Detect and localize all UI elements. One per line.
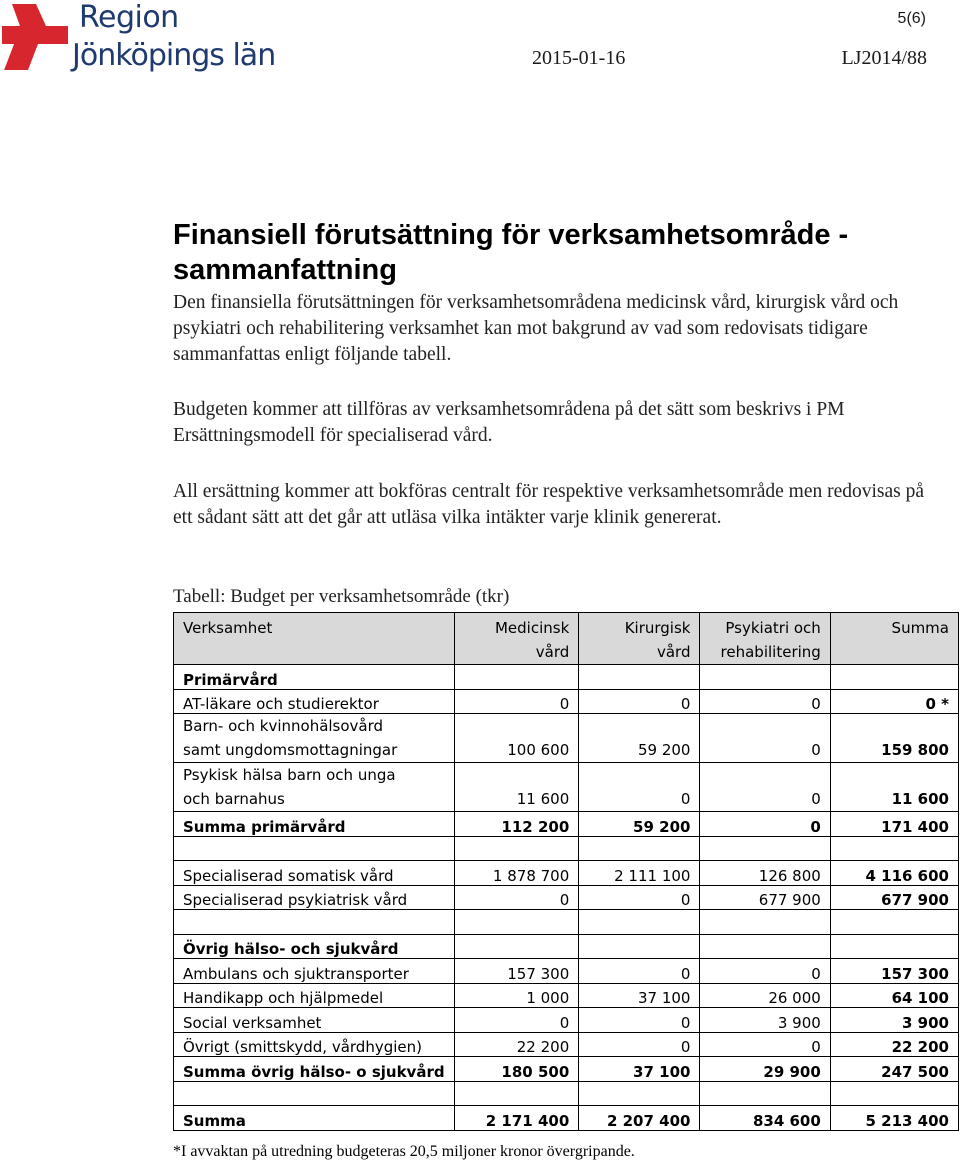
section-heading: Finansiell förutsättning för verksamhetsområde - sammanfattning — [173, 219, 849, 286]
table-row-barn-kvinnohalsovard — [174, 714, 959, 763]
cell-kirurgisk: 59 200 — [579, 812, 700, 837]
header-medicinsk — [454, 613, 579, 665]
cell-medicinsk: 11 600 — [454, 763, 579, 812]
cell-medicinsk — [454, 665, 579, 690]
row-label: Handikapp och hjälpmedel — [174, 983, 455, 1008]
table-row-specialiserad-somatisk — [174, 861, 959, 886]
document-reference: LJ2014/88 — [841, 47, 927, 69]
cell-kirurgisk: 2 111 100 — [579, 861, 700, 886]
cell-medicinsk: 22 200 — [454, 1032, 579, 1057]
cell-psykiatri: 29 900 — [700, 1057, 830, 1082]
cell-kirurgisk: 0 — [579, 1032, 700, 1057]
cell-summa: 159 800 — [830, 714, 958, 763]
cell-psykiatri: 0 — [700, 763, 830, 812]
cell-summa: 247 500 — [830, 1057, 958, 1082]
row-label: Summa primärvård — [174, 812, 455, 837]
cell-psykiatri: 0 — [700, 959, 830, 984]
cell-kirurgisk — [579, 1081, 700, 1106]
cell-psykiatri: 3 900 — [700, 1008, 830, 1033]
cell-psykiatri: 677 900 — [700, 885, 830, 910]
cell-medicinsk: 1 000 — [454, 983, 579, 1008]
header-psykiatri-line1: Psykiatri och — [725, 619, 821, 637]
cell-psykiatri: 0 — [700, 714, 830, 763]
cell-psykiatri: 0 — [700, 689, 830, 714]
header-kirurgisk — [579, 613, 700, 665]
table-row-psykisk-halsa — [174, 763, 959, 812]
row-label-line1: Psykisk hälsa barn och unga — [183, 766, 396, 784]
cell-summa: 677 900 — [830, 885, 958, 910]
cell-kirurgisk: 0 — [579, 959, 700, 984]
cell-summa: 64 100 — [830, 983, 958, 1008]
header-medicinsk-line1: Medicinsk — [494, 619, 570, 637]
table-row-at-lakare — [174, 689, 959, 714]
cell-psykiatri: 0 — [700, 1032, 830, 1057]
cell-kirurgisk — [579, 665, 700, 690]
row-label — [174, 763, 455, 812]
cell-medicinsk: 180 500 — [454, 1057, 579, 1082]
footnote: *I avvaktan på utredning budgeteras 20,5 miljoner kronor övergripande. — [173, 1143, 635, 1160]
row-label: Summa övrig hälso- o sjukvård — [174, 1057, 455, 1082]
cell-summa: 171 400 — [830, 812, 958, 837]
table-row-handikapp — [174, 983, 959, 1008]
cell-kirurgisk: 0 — [579, 885, 700, 910]
header-verksamhet: Verksamhet — [174, 613, 455, 665]
table-row-social — [174, 1008, 959, 1033]
cell-summa: 22 200 — [830, 1032, 958, 1057]
cell-medicinsk: 1 878 700 — [454, 861, 579, 886]
table-header-row — [174, 613, 959, 665]
cell-psykiatri: 126 800 — [700, 861, 830, 886]
document-date: 2015-01-16 — [532, 47, 626, 69]
row-label: Summa — [174, 1106, 455, 1131]
table-caption: Tabell: Budget per verksamhetsområde (tkr) — [173, 586, 510, 607]
table-row-ovrigt-smittskydd — [174, 1032, 959, 1057]
cell-summa — [830, 934, 958, 959]
cell-summa: 0 * — [830, 689, 958, 714]
row-label — [174, 836, 455, 861]
row-label: Ambulans och sjuktransporter — [174, 959, 455, 984]
cell-summa — [830, 1081, 958, 1106]
table-row-summa-ovrig — [174, 1057, 959, 1082]
cell-medicinsk — [454, 1081, 579, 1106]
cell-psykiatri — [700, 1081, 830, 1106]
cell-kirurgisk: 59 200 — [579, 714, 700, 763]
cell-medicinsk: 0 — [454, 689, 579, 714]
cell-kirurgisk: 0 — [579, 689, 700, 714]
cell-summa: 11 600 — [830, 763, 958, 812]
cell-summa: 3 900 — [830, 1008, 958, 1033]
paragraph-1: Den finansiella förutsättningen för verksamhetsområdena medicinsk vård, kirurgisk vård och psykiatri och rehabilitering verksamhet kan mot bakgrund av vad som redovisats tidigare sammanfattas enligt följande tabell. — [173, 292, 899, 365]
cell-psykiatri: 834 600 — [700, 1106, 830, 1131]
cell-psykiatri — [700, 836, 830, 861]
table-row-spacer — [174, 836, 959, 861]
header-kirurgisk-line2: vård — [656, 643, 691, 661]
table-row-summa-total — [174, 1106, 959, 1131]
row-label — [174, 910, 455, 935]
cell-kirurgisk: 37 100 — [579, 1057, 700, 1082]
page-number: 5(6) — [897, 10, 926, 27]
cell-psykiatri: 0 — [700, 812, 830, 837]
cell-psykiatri — [700, 934, 830, 959]
cell-summa — [830, 665, 958, 690]
row-label — [174, 714, 455, 763]
cell-summa: 157 300 — [830, 959, 958, 984]
cell-summa — [830, 910, 958, 935]
row-label-line2: samt ungdomsmottagningar — [183, 741, 398, 759]
cell-kirurgisk: 0 — [579, 763, 700, 812]
cell-summa: 5 213 400 — [830, 1106, 958, 1131]
cell-medicinsk — [454, 836, 579, 861]
cell-psykiatri — [700, 910, 830, 935]
cell-medicinsk — [454, 934, 579, 959]
cell-medicinsk: 0 — [454, 1008, 579, 1033]
cell-medicinsk: 112 200 — [454, 812, 579, 837]
cell-medicinsk: 0 — [454, 885, 579, 910]
row-label-line2: och barnahus — [183, 790, 285, 808]
row-label: Specialiserad psykiatrisk vård — [174, 885, 455, 910]
table-row-ovrig-heading — [174, 934, 959, 959]
header-psykiatri-line2: rehabilitering — [720, 643, 821, 661]
table-row-specialiserad-psykiatrisk — [174, 885, 959, 910]
header-summa: Summa — [830, 613, 958, 665]
table-row-primarvard-heading — [174, 665, 959, 690]
row-label: Social verksamhet — [174, 1008, 455, 1033]
cell-psykiatri — [700, 665, 830, 690]
row-label: Övrig hälso- och sjukvård — [174, 934, 455, 959]
logo-text-region: Region — [79, 0, 179, 35]
table-row-summa-primarvard — [174, 812, 959, 837]
cell-psykiatri: 26 000 — [700, 983, 830, 1008]
cell-summa — [830, 836, 958, 861]
region-cross-icon — [2, 4, 70, 70]
cell-summa: 4 116 600 — [830, 861, 958, 886]
row-label: Primärvård — [174, 665, 455, 690]
paragraph-2: Budgeten kommer att tillföras av verksamhetsområdena på det sätt som beskrivs i PM Ersättningsmodell för specialiserad vård. — [173, 399, 845, 446]
table-row-spacer — [174, 1081, 959, 1106]
row-label: Övrigt (smittskydd, vårdhygien) — [174, 1032, 455, 1057]
row-label: AT-läkare och studierektor — [174, 689, 455, 714]
header-psykiatri — [700, 613, 830, 665]
header-medicinsk-line2: vård — [535, 643, 570, 661]
cell-kirurgisk — [579, 836, 700, 861]
cell-kirurgisk: 2 207 400 — [579, 1106, 700, 1131]
logo-text-county: Jönköpings län — [72, 38, 276, 73]
row-label-line1: Barn- och kvinnohälsovård — [183, 717, 384, 735]
budget-table — [173, 612, 959, 1131]
paragraph-3: All ersättning kommer att bokföras centralt för respektive verksamhetsområde men redovisas på ett sådant sätt att det går att utläsa vilka intäkter varje klinik genererat. — [173, 481, 925, 528]
cell-medicinsk: 2 171 400 — [454, 1106, 579, 1131]
header-kirurgisk-line1: Kirurgisk — [624, 619, 691, 637]
cell-kirurgisk: 37 100 — [579, 983, 700, 1008]
row-label: Specialiserad somatisk vård — [174, 861, 455, 886]
region-logo — [0, 0, 300, 80]
row-label — [174, 1081, 455, 1106]
cell-kirurgisk — [579, 934, 700, 959]
cell-kirurgisk: 0 — [579, 1008, 700, 1033]
cell-medicinsk: 157 300 — [454, 959, 579, 984]
table-row-spacer — [174, 910, 959, 935]
cell-kirurgisk — [579, 910, 700, 935]
table-row-ambulans — [174, 959, 959, 984]
cell-medicinsk: 100 600 — [454, 714, 579, 763]
cell-medicinsk — [454, 910, 579, 935]
